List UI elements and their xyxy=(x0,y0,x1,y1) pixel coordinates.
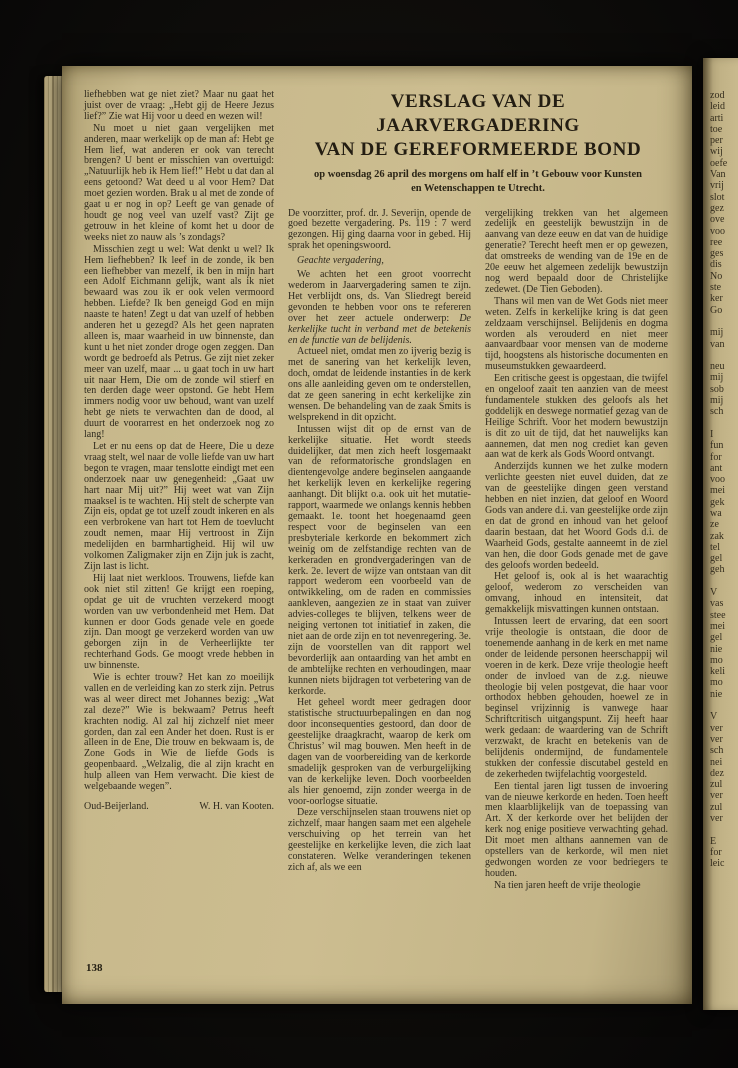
text-fragment: ree xyxy=(710,236,723,248)
text-fragment: wa xyxy=(710,507,722,519)
text-fragment: vas xyxy=(710,598,724,610)
article-paragraph: Na tien jaren heeft de vrije theologie xyxy=(494,879,641,891)
text-fragment: dis xyxy=(710,259,722,271)
text-fragment xyxy=(710,316,738,327)
text-fragment: zod xyxy=(710,90,725,101)
text-fragment: for xyxy=(710,846,722,858)
text-fragment: E xyxy=(710,835,717,847)
text-fragment: tel xyxy=(710,541,720,553)
text-fragment: ker xyxy=(710,293,723,305)
text-fragment: mij xyxy=(710,327,724,339)
text-fragment: sch xyxy=(710,406,724,418)
article-paragraph: Wie is echter trouw? Het kan zo moeilijk vallen en de verleiding kan zo sterk zijn. Petrus was al weer direct met Johannes bezig: „Wat zal deze?” Wie is bekwaam? Petrus heeft krachten nodig. Al zal hij zichzelf niet meer gorden, dan zal een Ander het doen. Rust is er alleen in de Ene, Die trouw en bekwaam is, de Zone Gods in Wie de liefde Gods is geopenbaard. „Welzalig, die al zijn kracht en hulp alleen van Hem verwacht. Die kiest de welgebaande wegen”. xyxy=(84,672,274,793)
article-subtitle: op woensdag 26 april des morgens om half elf in ’t Gebouw voor Kunsten en Wetenschappen te Utrecht. xyxy=(314,168,642,194)
text-fragment: Van xyxy=(710,169,726,181)
article-title-line2: VAN DE GEREFORMEERDE BOND xyxy=(314,138,642,160)
text-fragment: sch xyxy=(710,745,724,757)
page-stack-edges xyxy=(44,76,63,992)
lecture-topic: De kerkelijke tucht in verband met de betekenis en de functie van de belijdenis. xyxy=(288,312,471,346)
text-fragment: mei xyxy=(710,620,725,632)
article-paragraph: liefhebben wat ge niet ziet? Maar nu gaat het juist over de vraag: „Hebt gij de Heere Jezus lief?” Zie wat Hij voor u deed en wezen wil! xyxy=(84,89,274,122)
text-fragment: gek xyxy=(710,496,725,508)
text-fragment: mij xyxy=(710,395,724,407)
signature-author: W. H. van Kooten. xyxy=(199,801,274,812)
article-paragraph: Thans wil men van de Wet Gods niet meer weten. Zelfs in kerkelijke kring is dat geen zeldzaam verschijnsel. Belijdenis en dogma worden als verouderd en niet meer aanvaardbaar voor mensen van de moderne tijd, hoogstens als historische documenten en museumstukken gewaardeerd. xyxy=(485,295,668,373)
text-fragment: vrij xyxy=(710,180,724,192)
text-fragment: voo xyxy=(710,225,725,237)
text-fragment: mij xyxy=(710,372,724,384)
article-paragraph: Een tiental jaren ligt tussen de invoering van de nieuwe kerkorde en heden. Toen heeft men klaarblijkelijk van de toepassing van Art. X der kerkorde over het belijden der kerk nog enige positieve verwachting gehad. Dit moet men althans aannemen van de opstellers van de kerkorde, wil men niet gedwongen worden ze voor bedriegers te houden. xyxy=(485,780,668,879)
text-fragment: ove xyxy=(710,214,725,226)
text-fragment: ver xyxy=(710,813,723,824)
article-paragraph: Nu moet u niet gaan vergelijken met anderen, maar werkelijk op de man af: Hebt ge Hem lief, wat anderen er ook van terecht brengen? U bent er misschien van overtuigd: „Natuurlijk heb ik Hem lief!” Hebt u dat dan al eens getoond? Wat deed u al voor Hem? Dat moet gezien worden. Brak u al met de zonde of gaat u er nog in op? Leeft ge van genade of houdt ge nog veel van uzelf vast? Zijt ge getrouw in het kleine of komt het u door de weeks niet zo nauw als ’s zondags? xyxy=(84,122,274,243)
text-fragment xyxy=(710,824,738,835)
article-paragraph: Anderzijds kunnen we het zulke modern verlichte geesten niet euvel duiden, dat ze van de geestelijke dingen geen verstand hebben en niet inzien, dat geloof en Woord Gods van andere d.i. van geestelijke orde zijn en dat de grond en inhoud van het geloof daarin bestaan, dat het Woord Gods d.i. de Waarheid Gods, gestalte aanneemt in de ziel van hen, die door Gods genade met de gave des geloofs worden bedeeld. xyxy=(485,461,668,571)
text-fragment: I xyxy=(710,428,714,440)
column1-paragraphs xyxy=(288,347,471,874)
text-fragment xyxy=(710,576,738,587)
text-fragment: wij xyxy=(710,146,723,158)
article-body-columns xyxy=(288,209,668,893)
text-fragment: ges xyxy=(710,248,724,260)
article-title xyxy=(288,90,668,162)
text-fragment: arti xyxy=(710,112,724,124)
opening-paragraph-lead: We achten het een groot voorrecht wederom in Jaarvergadering samen te zijn. Het verblijdt ons, ds. Van Sliedregt bereid gevonden te hebben voor ons te refereren over het zeer actuele onderwerp: xyxy=(288,269,471,324)
left-article-paragraphs xyxy=(84,90,274,793)
article-paragraph: Let er nu eens op dat de Heere, Die u deze vraag stelt, wel naar de volle liefde van uw hart begon te vragen, maar tenslotte eindigt met een onderzoek naar uw genegenheid: „Gaat uw hart naar Mij uit?” Hij weet wat van Zijn maaksel is te wachten. Hij stelt de scherpte van Zijn eis, opdat ge tot uzelf zoudt inkeren en als een verbrokene van hart tot Hem de toevlucht zoudt nemen, maar Hij vertroost in Zijn medelijden en barmhartigheid. Hij wil uw volkomen Zaligmaker zijn en Zijn juk is zacht, Zijn last is licht. xyxy=(84,441,274,572)
text-fragment: zak xyxy=(710,530,724,542)
article-paragraph: Deze verschijnselen staan trouwens niet op zichzelf, maar hangen saam met een algehele verschuiving op het terrein van het geestelijke en kerkelijke leven, die zich laat constateren. Welke veranderingen tekenen zich af, als we een xyxy=(288,807,471,873)
text-fragment: nie xyxy=(710,643,723,655)
text-fragment: ste xyxy=(710,282,722,294)
signature-place: Oud-Beijerland. xyxy=(84,801,149,812)
salutation: Geachte vergadering, xyxy=(297,255,384,267)
text-fragment: neu xyxy=(710,361,725,373)
text-fragment: voo xyxy=(710,474,725,486)
text-fragment: stee xyxy=(710,609,726,621)
article-paragraph: Hij laat niet werkloos. Trouwens, liefde kan ook niet stil zitten! Ge krijgt een roeping, opdat ge uit de vruchten verzekerd moogt worden van uw verbondenheid met Hem. Dat kunnen er door Gods genade vele en goede zijn. Dan moogt ge verzekerd worden van uw geborgen zijn in de Verheerlijkte ter rechterhand Gods. Ge moogt vrede hebben in uw binnenste. xyxy=(84,572,274,672)
text-fragment: mo xyxy=(710,654,723,666)
text-fragment: gel xyxy=(710,632,723,644)
article-paragraph: Het geheel wordt meer gedragen door statistische structuurbepalingen en dan nog door inconsequenties gestoord, dan door de geestelijke draagkracht, waarop de kerk om Christus’ wil mag bouwen. Men heeft in de dagen van de voorbereiding van de kerkorde smadelijk gesproken van de verburgelijking van de kerkelijke leven. Doch voorbeelden als hier genoemd, zijn zonder weerga in de voor-oorlogse situatie. xyxy=(288,697,471,807)
text-fragment: ant xyxy=(710,462,723,474)
text-fragment: geh xyxy=(710,564,725,576)
text-fragment: leid xyxy=(710,101,725,113)
left-article-column xyxy=(84,90,274,1004)
intro-paragraph: De voorzitter, prof. dr. J. Severijn, opende de goed bezette vergadering. Ps. 119 : 7 werd gezongen. Hij ging daarna voor in gebed. Hij sprak het openingswoord. xyxy=(288,207,471,252)
text-fragment: leic xyxy=(710,858,725,870)
article-paragraph: Misschien zegt u wel: Wat denkt u wel? Ik Hem liefhebben? Ik leef in de zonde, ik ben een liefhebber van mezelf, ik ben in mijn hart een Adolf Eichmann gelijk, want als ik niet bewaard was zou ik er ook velen vermoord hebben. Liefde? Ik ben geneigd God en mijn naaste te haten! Zegt u dat van uzelf of hebben anderen het u gezegd? Als het geen napraten alleen is, maar waarheid in uw binnenste, dan kunt u het niet zonder droge ogen zeggen. Dan wordt ge bedroefd als Petrus. Ge zijt niet zeker meer van uzelf, maar ... u gaat toch in uw hart uit naar Hem, Die om de zonde wil stierf en ten derden dage weer opstond. Ge hebt Hem immers nodig voor uw behoud, want van uzelf hebt ge niets te verwachten dan de dood, al duurt de voorarrest en het onderzoek nog zo lang! xyxy=(84,243,274,441)
article-paragraph: Intussen leert de ervaring, dat een soort vrije theologie is ontstaan, die door de toenemende aanhang in de kerk en met name onder de leidende personen heerschappij wil voeren in de kerk. Deze vrije theologie heeft onder de invloed van de z.g. nieuwe theologie bij velen postgevat, die haar voor orthodox hebben gehouden, hoewel ze in beginsel vrijzinnig is vanwege haar Schriftcritisch uitgangspunt. Zij heeft haar werk gedaan: de waardering van de Schrift verzwakt, de kracht en betekenis van de belijdenis ondermijnd, de fundamentele stukken der confessie discutabel gesteld en de zekerheden twijfelachtig voorgesteld. xyxy=(485,616,668,780)
text-fragment: Go xyxy=(710,304,723,316)
text-fragment: van xyxy=(710,338,725,350)
text-fragment: fun xyxy=(710,440,724,452)
article-paragraph: vergelijking trekken van het algemeen zedelijk en geestelijk bewustzijn in de aanvang van deze eeuw en dat van de huidige generatie? Terecht heeft men er op gewezen, dat omstreeks de wending van de 19e en de 20e eeuw het algemeen zedelijk bewustzijn nog werd bepaald door de Christelijke zedewet. (De Tien Geboden). xyxy=(485,207,668,295)
text-fragment: dez xyxy=(710,767,724,779)
article-paragraph: Actueel niet, omdat men zo ijverig bezig is met de sanering van het kerkelijk leven, doch, omdat de leidende instanties in de kerk ons alle aanleiding geven om te onderstellen, dat ze geen sanering in echt kerkelijke zin wensen. De behandeling van de zaak Smits is welsprekend in dit opzicht. xyxy=(288,346,471,423)
text-fragment: for xyxy=(710,451,722,463)
article-title-line1: VERSLAG VAN DE JAARVERGADERING xyxy=(376,91,580,136)
article-paragraph: Een critische geest is opgestaan, die twijfel en ongeloof zaait ten aanzien van de meest fundamentele stukken des geloofs als het goddelijk en deswege normatief gezag van de Heilige Schrift. Voor het modern bewustzijn is dit zo uit de tijd, dat het nauwelijks kan aannemen, dat men nog crediet kan geven aan wat de kerk als Gods Woord ontvangt. xyxy=(485,373,668,461)
text-fragment: slot xyxy=(710,191,725,203)
page-content xyxy=(62,66,692,1004)
text-fragment: per xyxy=(710,135,723,147)
text-fragment: sob xyxy=(710,383,724,395)
text-fragment: oefe xyxy=(710,157,728,169)
text-fragment: ver xyxy=(710,733,723,745)
page-number: 138 xyxy=(86,962,103,974)
main-page xyxy=(62,66,692,1004)
text-fragment: nie xyxy=(710,688,723,700)
text-fragment: ver xyxy=(710,722,723,734)
text-fragment: nei xyxy=(710,756,723,768)
text-fragment xyxy=(710,350,738,361)
next-page-edge xyxy=(703,58,738,1010)
text-fragment xyxy=(710,418,738,429)
text-fragment: V xyxy=(710,711,718,723)
text-fragment xyxy=(710,700,738,711)
text-fragment: V xyxy=(710,587,718,599)
text-fragment: zul xyxy=(710,779,723,791)
article-column-2 xyxy=(485,209,668,893)
text-fragment: keli xyxy=(710,666,725,678)
article-paragraph: Intussen wijst dit op de ernst van de kerkelijke situatie. Het wordt steeds duidelijker, dat men zich heeft losgemaakt van de reformatorische grondslagen en dientengevolge andere beginselen aangaande het kerkelijk leven en kerkelijke regering aanhangt. Dit blijkt o.a. ook uit het mutatie-rapport, waarmede we onlangs kennis hebben gemaakt. 1e. toont het hoegenaamd geen respect voor de beginselen van een presbyteriale kerkorde en bekommert zich weinig om de zelfstandige rechten van de kerkeraden en grondvergaderingen van de kerk. 2e. levert de wijze van ontstaan van dit rapport wederom een voorbeeld van de ontwikkeling, om de raden en commissies aankleven, aangezien ze in staat van zuiver advies-colleges te blijven, telkens weer de neiging vertonen tot initiatief in zaken, die niet aan de orde zijn en tot nevenregering. 3e. zijn de voorstellen van dit rapport wel bevorderlijk aan ontaarding van het ambt en de ambtelijke rechten en verhoudingen, maar kunnen niets bijdragen tot verbetering van de kerkorde. xyxy=(288,423,471,697)
opening-paragraph xyxy=(288,270,471,346)
text-fragment: gel xyxy=(710,553,723,565)
main-article xyxy=(288,90,668,1004)
article-paragraph: Het geloof is, ook al is het waarachtig geloof, wederom zo verscheiden van omvang, inhoud en intensiteit, dat gemakkelijk misvattingen kunnen ontstaan. xyxy=(485,571,668,616)
text-fragment: mo xyxy=(710,677,723,689)
text-fragment: zul xyxy=(710,801,723,813)
text-fragment: ze xyxy=(710,519,719,531)
text-fragment: ver xyxy=(710,790,723,802)
text-fragment: No xyxy=(710,270,723,282)
text-fragment: gez xyxy=(710,202,724,214)
article-column-1 xyxy=(288,209,471,893)
article-signature xyxy=(84,802,274,813)
text-fragment: toe xyxy=(710,123,723,135)
next-page-text-fragments xyxy=(710,90,738,869)
text-fragment: mei xyxy=(710,485,725,497)
